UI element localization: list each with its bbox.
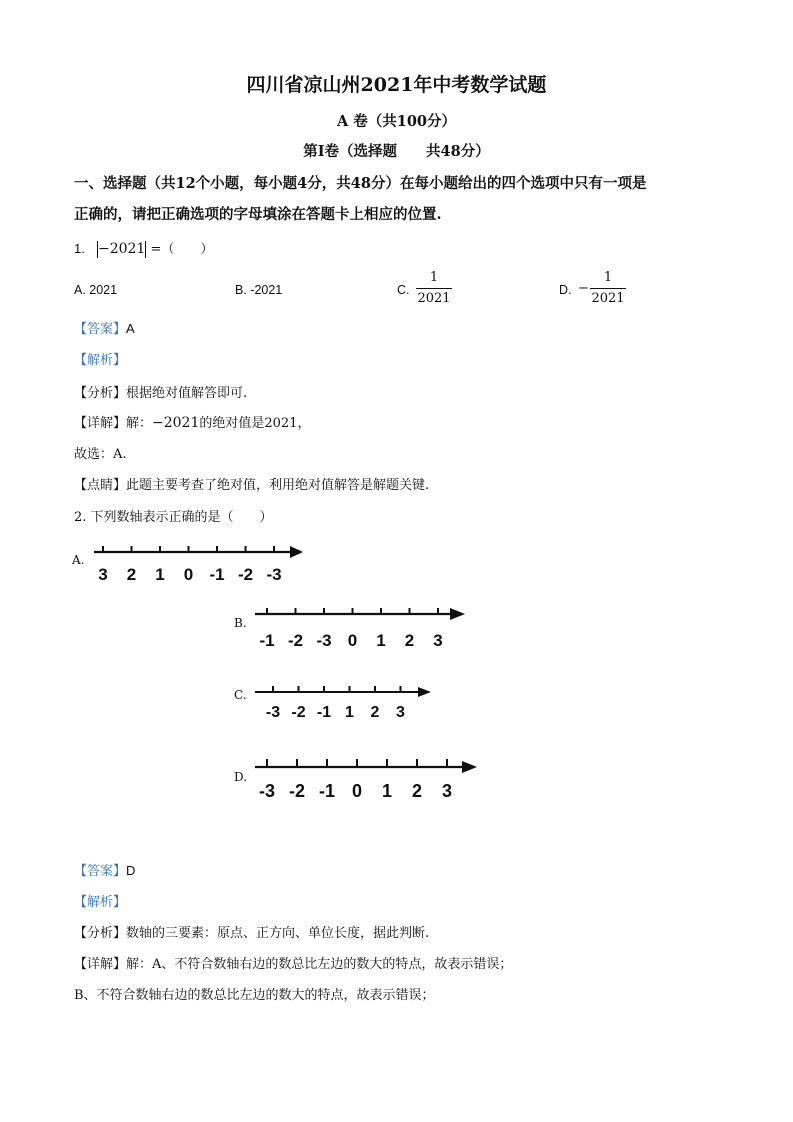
- number-line-c: [253, 680, 443, 724]
- axis-tick-label: 2: [370, 704, 380, 721]
- axis-tick-label: -3: [316, 631, 332, 650]
- q1-option-a: A. 2021: [74, 283, 118, 297]
- fraction-bar: [590, 288, 626, 289]
- axis-tick-label: 0: [347, 631, 358, 650]
- axis-tick-label: -1: [318, 781, 336, 801]
- number-line-a: [90, 540, 310, 585]
- axis-tick-label: 3: [98, 565, 108, 584]
- axis-tick-label: -3: [265, 704, 281, 721]
- q1-answer-line: [74, 318, 135, 337]
- axis-tick-label: 1: [155, 565, 165, 584]
- fraction-denominator: 2021: [417, 291, 451, 306]
- q2-option-c-label: C.: [234, 688, 247, 702]
- q1-choice: 故选：A.: [74, 447, 127, 462]
- q1-stem: [74, 238, 213, 258]
- axis-arrow: [418, 687, 431, 697]
- q1-option-d-fraction: [590, 270, 626, 307]
- q2-answer: D: [126, 863, 136, 878]
- axis-tick-label: 0: [351, 781, 363, 801]
- number-line-b: [253, 602, 473, 650]
- abs-bar-right: [145, 241, 146, 258]
- q2-option-b-label: B.: [234, 616, 247, 630]
- fraction-numerator: 1: [429, 270, 439, 285]
- q1-dianjing: 【点睛】此题主要考查了绝对值，利用绝对值解答是解题关键.: [74, 478, 430, 493]
- volume-heading: A 卷（共100分）: [336, 113, 457, 130]
- axis-tick-label: -2: [291, 704, 306, 721]
- axis-arrow: [450, 608, 465, 620]
- axis-arrow: [290, 546, 303, 558]
- axis-tick-label: 1: [376, 631, 386, 650]
- q2-stem: 2. 下列数轴表示正确的是（ ）: [74, 510, 273, 525]
- q1-xiangjie-rest: 的绝对值是2021，: [199, 416, 311, 431]
- axis-tick-label: -2: [288, 781, 306, 801]
- q2-option-d-label: D.: [234, 770, 248, 784]
- axis-tick-label: 2: [126, 565, 137, 584]
- q2-fenxi: 【分析】数轴的三要素：原点、正方向、单位长度，据此判断.: [74, 926, 430, 941]
- axis-tick-label: -2: [237, 565, 254, 584]
- section-heading-line1: 一、选择题（共12个小题，每小题4分，共48分）在每小题给出的四个选项中只有一项是: [74, 175, 647, 192]
- q1-suffix: =（ ）: [150, 242, 214, 257]
- axis-tick-label: 2: [411, 781, 423, 801]
- answer-tag: 【答案】: [74, 322, 127, 337]
- axis-tick-label: 0: [183, 565, 194, 584]
- q2-xiangjie: 【详解】解：A、不符合数轴右边的数总比左边的数大的特点，故表示错误；: [74, 957, 513, 972]
- fraction-bar: [416, 288, 452, 289]
- q1-expression: −2021: [97, 241, 146, 257]
- axis-tick-label: 1: [381, 781, 393, 801]
- q1-option-d-label: D.: [559, 283, 572, 297]
- q2-answer-line: [74, 860, 135, 879]
- axis-tick-label: -1: [316, 704, 332, 721]
- axis-tick-label: 3: [433, 631, 443, 650]
- answer-tag: 【答案】: [74, 864, 127, 879]
- axis-tick-label: -2: [287, 631, 304, 650]
- axis-tick-label: -1: [259, 631, 275, 650]
- axis-tick-label: 2: [404, 631, 415, 650]
- axis-tick-label: -1: [209, 565, 225, 584]
- fraction-denominator: 2021: [591, 291, 625, 306]
- axis-tick-label: -3: [258, 781, 276, 801]
- q1-option-b: B. -2021: [235, 283, 283, 297]
- axis-arrow: [462, 761, 477, 773]
- q2-option-a-label: A.: [72, 553, 85, 567]
- number-line-d: [253, 755, 488, 803]
- q1-option-c-fraction: [416, 270, 452, 307]
- section-heading-line2: 正确的，请把正确选项的字母填涂在答题卡上相应的位置.: [74, 206, 442, 223]
- axis-tick-label: 1: [345, 704, 354, 721]
- q1-xiangjie-expr: −2021: [152, 415, 200, 431]
- q2-b-explanation: B、不符合数轴右边的数总比左边的数大的特点，故表示错误；: [74, 988, 435, 1003]
- axis-tick-label: -3: [266, 565, 282, 584]
- fraction-numerator: 1: [603, 270, 613, 285]
- q1-option-c-label: C.: [397, 283, 410, 297]
- q1-analysis-tag: 【解析】: [74, 353, 127, 368]
- axis-tick-label: 3: [441, 781, 453, 801]
- q1-answer: A: [126, 321, 135, 336]
- q1-xiangjie: [74, 412, 310, 431]
- part-heading: 第I卷（选择题 共48分）: [303, 143, 490, 160]
- q1-option-d-sign: −: [578, 281, 589, 296]
- axis-tick-label: 3: [396, 704, 405, 721]
- q1-xiangjie-tag: 【详解】解：: [74, 416, 153, 431]
- page-title: 四川省凉山州2021年中考数学试题: [246, 74, 547, 96]
- q1-number: 1.: [74, 241, 85, 256]
- q2-analysis-tag: 【解析】: [74, 895, 127, 910]
- q1-fenxi: 【分析】根据绝对值解答即可.: [74, 386, 248, 401]
